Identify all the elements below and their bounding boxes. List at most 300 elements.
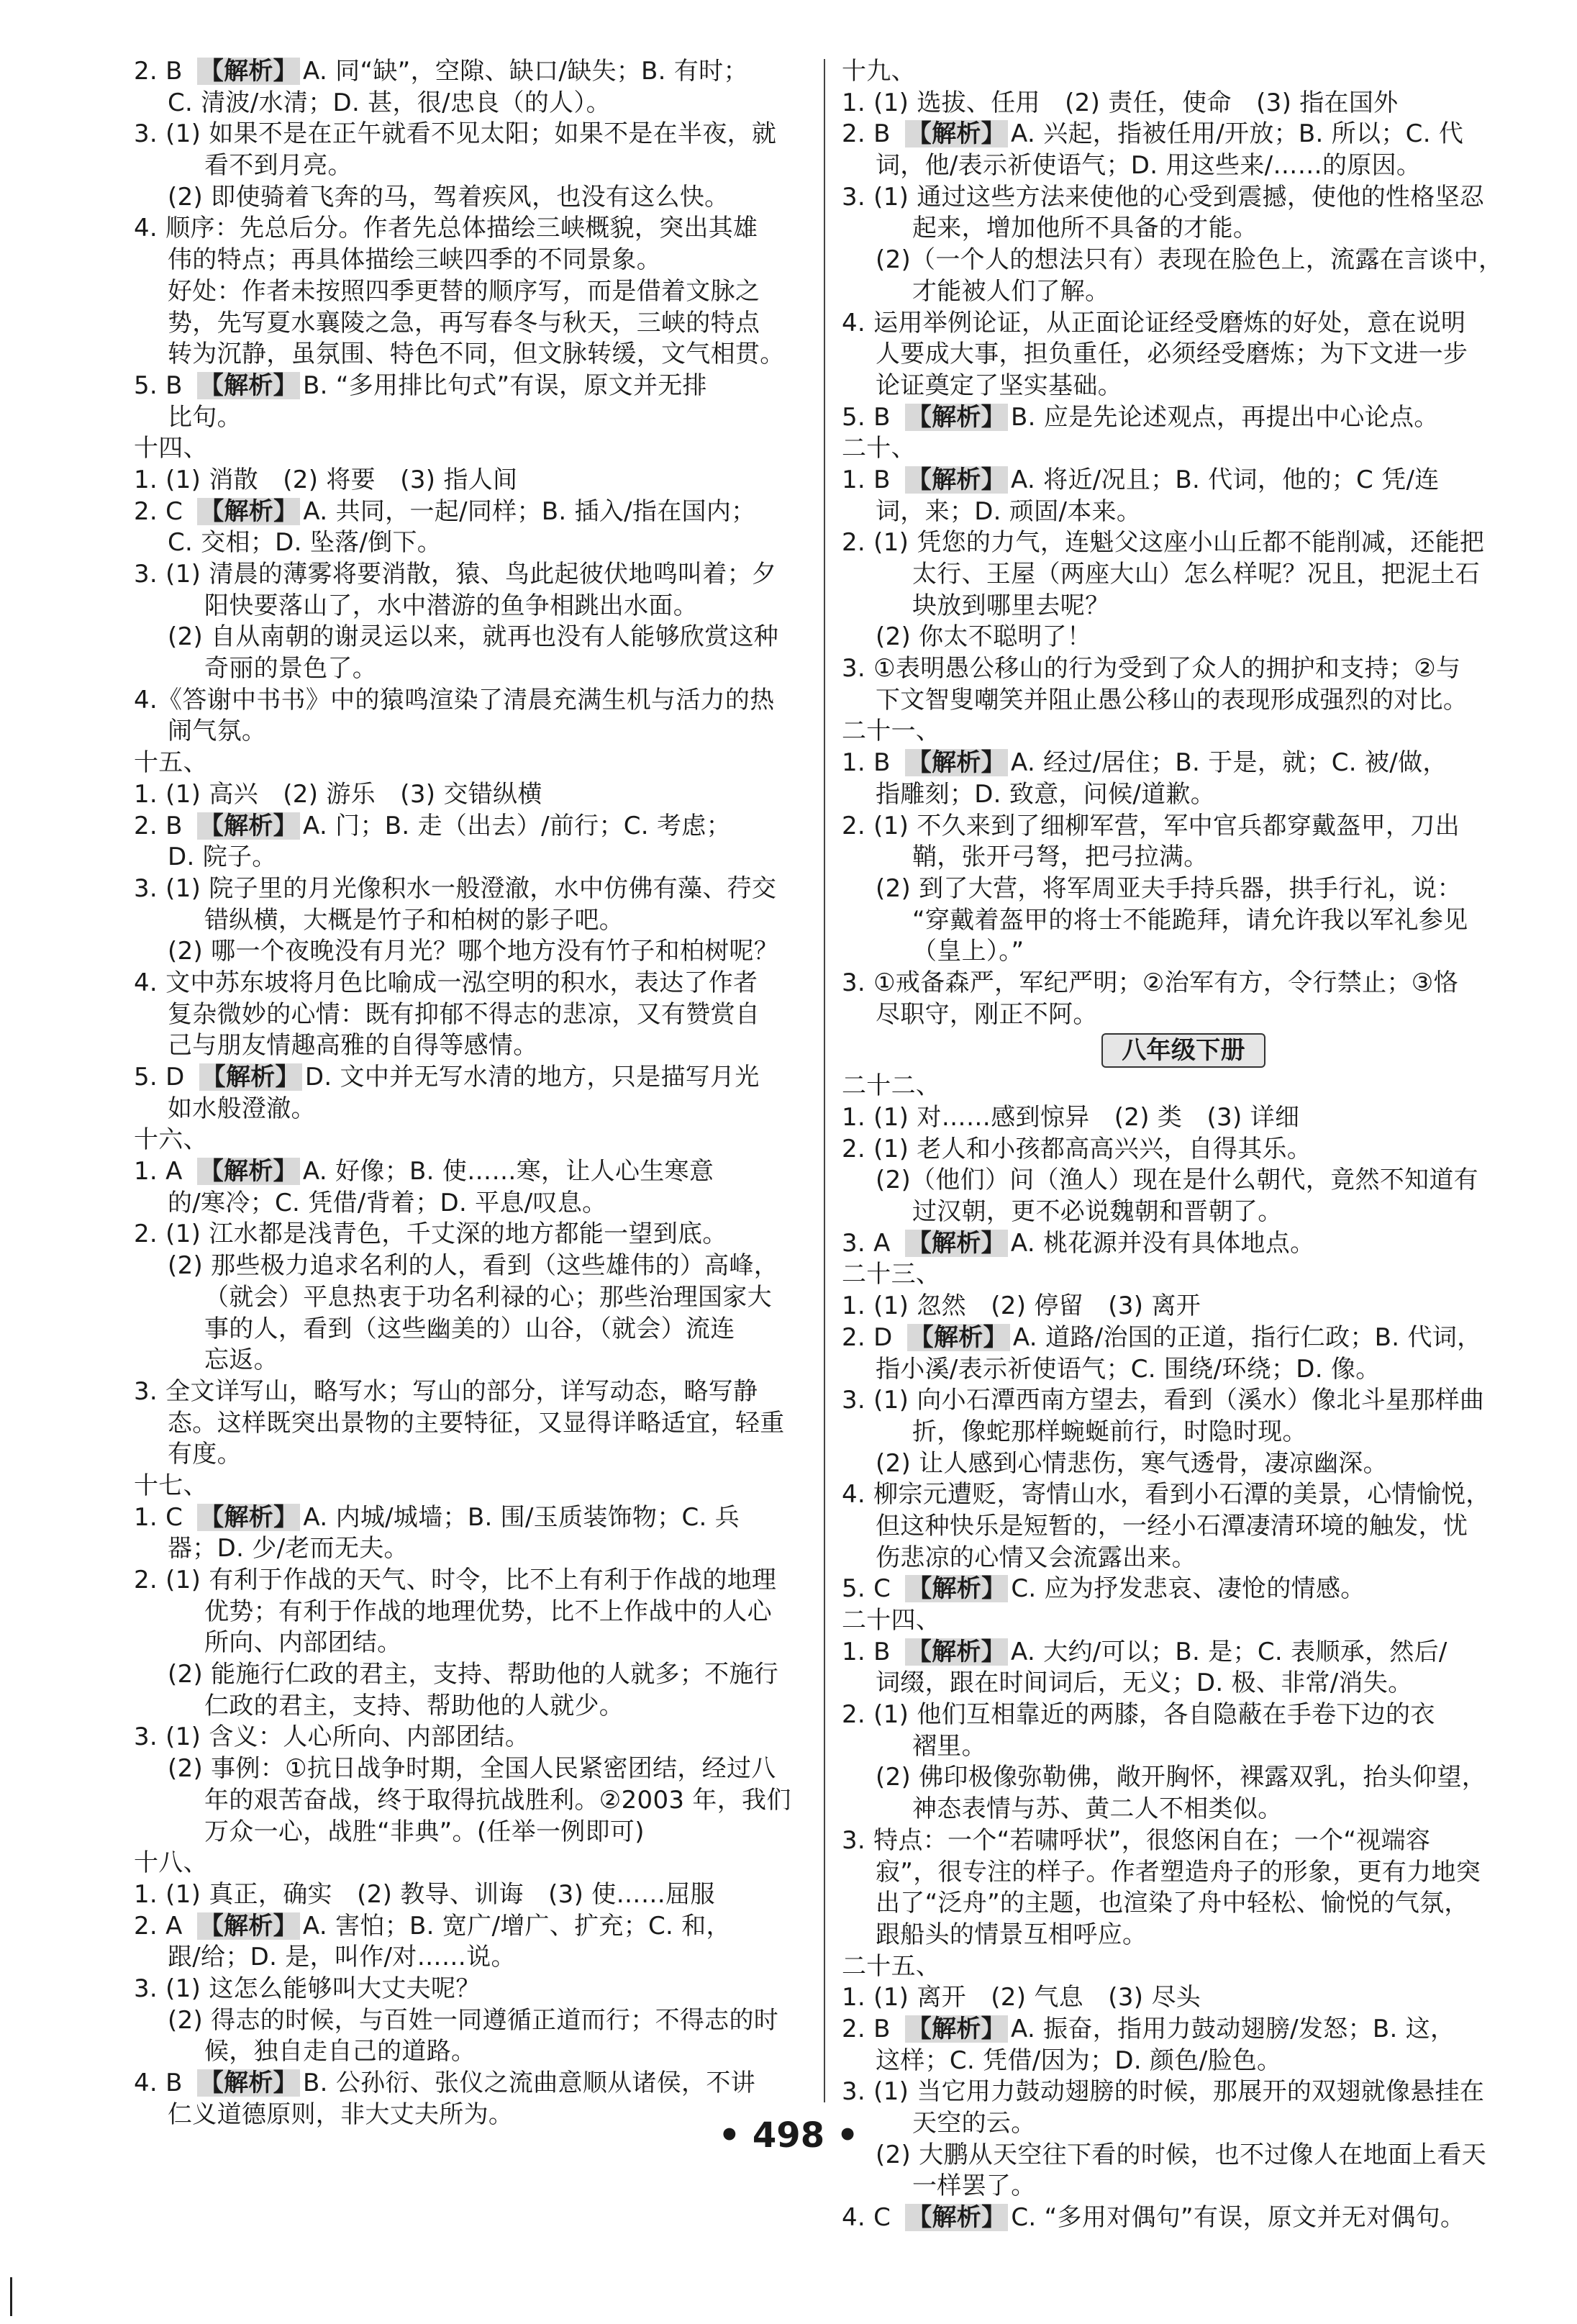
answer-text: 3. ①戒备森严，军纪严明；②治军有方，令行禁止；③恪 — [842, 968, 1458, 997]
answer-line — [134, 591, 816, 622]
answer-text: 二十一、 — [842, 717, 941, 746]
answer-text: 转为沉静，虽氛围、特色不同，但文脉转缓，文气相贯。 — [168, 340, 785, 369]
answer-line — [842, 527, 1525, 559]
answer-text: 词，来；D. 顽固/本来。 — [876, 496, 1142, 526]
answer-line — [134, 2036, 816, 2068]
answer-line — [134, 88, 816, 119]
answer-line — [134, 968, 816, 999]
answer-line — [134, 1691, 816, 1722]
answer-text: 鞘，张开弓弩，把弓拉满。 — [912, 843, 1209, 872]
answer-text: A. 门；B. 走（出去）/前行；C. 考虑； — [302, 811, 731, 840]
answer-line — [134, 1659, 816, 1691]
answer-text: 1. (1) 消散 (2) 将要 (3) 指人间 — [134, 465, 518, 494]
answer-text: 年的艰苦奋战，终于取得抗战胜利。②2003 年，我们 — [204, 1785, 791, 1815]
answer-label: 1. C — [134, 1502, 183, 1532]
answer-text: C. “多用对偶句”有误，原文并无对偶句。 — [1011, 2203, 1465, 2233]
answer-line — [842, 905, 1525, 937]
answer-text: 复杂微妙的心情：既有抑郁不得志的悲凉，又有赞赏自 — [168, 999, 760, 1029]
margin-mark — [10, 2277, 12, 2316]
answer-text: (2) 即使骑着飞奔的马，驾着疾风，也没有这么快。 — [168, 182, 730, 212]
analysis-tag: 【解析】 — [905, 1575, 1008, 1602]
answer-line — [842, 811, 1525, 843]
answer-text: 词缀，跟在时间词后，无义；D. 极、非常/消失。 — [876, 1669, 1413, 1698]
answer-text: A. 经过/居住；B. 于是，就；C. 被/做， — [1010, 748, 1448, 778]
answer-line — [842, 779, 1525, 811]
analysis-tag: 【解析】 — [197, 1504, 300, 1531]
answer-label: 1. B — [842, 1637, 891, 1666]
answer-text: A. 害怕；B. 宽广/增广、扩充；C. 和， — [302, 1911, 731, 1941]
answer-text: 十九、 — [842, 57, 916, 86]
answer-text: 3. (1) 通过这些方法来使他的心受到震撼，使他的性格坚忍 — [842, 182, 1485, 212]
answer-line — [134, 1974, 816, 2005]
answer-label: 1. B — [842, 748, 891, 778]
answer-text: 出了“泛舟”的主题，也渲染了舟中轻松、愉悦的气氛， — [876, 1889, 1469, 1918]
answer-label: 2. B — [842, 119, 891, 149]
answer-line — [134, 213, 816, 245]
page-number: • 498 • — [718, 2115, 859, 2156]
answer-text: 十七、 — [134, 1471, 208, 1500]
answer-text: 事的人，看到（这些幽美的）山谷，（就会）流连 — [204, 1314, 735, 1343]
answer-text: (2) 事例：①抗日战争时期，全国人民紧密团结，经过八 — [168, 1754, 776, 1784]
answer-line — [134, 182, 816, 214]
answer-text: A. 好像；B. 使……寒，让人心生寒意 — [302, 1157, 714, 1186]
answer-line — [134, 1565, 816, 1597]
answer-text: 候，独自走自己的道路。 — [204, 2037, 476, 2066]
answer-text: 伤悲凉的心情又会流露出来。 — [876, 1543, 1196, 1572]
answer-line — [134, 999, 816, 1031]
answer-text: C. 清波/水清；D. 甚，很/忠良（的人）。 — [168, 88, 611, 117]
section-heading — [842, 1605, 1525, 1637]
answer-label: 2. B — [842, 2014, 891, 2043]
answer-text: 1. (1) 真正，确实 (2) 教导、训诲 (3) 使……屈服 — [134, 1879, 715, 1909]
answer-line — [134, 150, 816, 182]
answer-line — [134, 1094, 816, 1125]
answer-line — [134, 1533, 816, 1565]
answer-line — [134, 339, 816, 371]
answer-text: (2) 让人感到心情悲伤，寒气透骨，凄凉幽深。 — [876, 1448, 1388, 1478]
answer-text: 指雕刻；D. 致意，问候/道歉。 — [876, 779, 1216, 809]
answer-line — [134, 1942, 816, 1974]
analysis-tag: 【解析】 — [197, 372, 300, 399]
answer-line — [842, 2171, 1525, 2202]
answer-text: 这样；C. 凭借/因为；D. 颜色/脸色。 — [876, 2046, 1282, 2075]
answer-line — [134, 1439, 816, 1471]
analysis-tag: 【解析】 — [197, 812, 300, 840]
answer-line — [134, 1785, 816, 1817]
answer-line — [134, 1722, 816, 1753]
section-heading — [842, 1259, 1525, 1291]
answer-label: 4. C — [842, 2203, 891, 2233]
answer-label: 2. A — [134, 1911, 183, 1941]
answer-line — [134, 1597, 816, 1628]
answer-line — [134, 1314, 816, 1345]
answer-line — [134, 1030, 816, 1062]
answer-text: “穿戴着盔甲的将士不能跪拜，请允许我以军礼参见 — [912, 905, 1468, 935]
answer-line — [134, 1062, 816, 1094]
answer-line — [134, 905, 816, 937]
answer-line — [842, 1982, 1525, 2014]
answer-text: 1. (1) 选拔、任用 (2) 责任，使命 (3) 指在国外 — [842, 88, 1399, 117]
section-heading — [134, 1125, 816, 1156]
answer-text: 如水般澄澈。 — [168, 1094, 316, 1123]
answer-text: B. 公孙衍、张仪之流曲意顺从诸侯，不讲 — [302, 2069, 755, 2097]
answer-text: D. 文中并无写水清的地方，只是描写月光 — [304, 1063, 760, 1091]
answer-text: 3. ①表明愚公移山的行为受到了众人的拥护和支持；②与 — [842, 654, 1461, 684]
answer-line — [134, 811, 816, 843]
answer-line — [842, 1794, 1525, 1825]
answer-line — [842, 999, 1525, 1031]
analysis-tag: 【解析】 — [905, 466, 1008, 494]
answer-text: 态。这样既突出景物的主要特征，又显得详略适宜，轻重 — [168, 1408, 785, 1438]
answer-text: 1. (1) 对……感到惊异 (2) 类 (3) 详细 — [842, 1103, 1300, 1132]
answer-line — [134, 496, 816, 528]
analysis-tag: 【解析】 — [197, 498, 300, 525]
answer-text: A. 桃花源并没有具体地点。 — [1010, 1228, 1315, 1258]
answer-text: 词，他/表示祈使语气；D. 用这些来/……的原因。 — [876, 151, 1422, 181]
answer-text: 1. (1) 忽然 (2) 停留 (3) 离开 — [842, 1292, 1201, 1321]
answer-text: 折，像蛇那样蜿蜒前行，时隐时现。 — [912, 1417, 1307, 1446]
answer-text: 褶里。 — [912, 1731, 986, 1761]
answer-line — [134, 936, 816, 968]
section-heading — [842, 716, 1525, 748]
answer-text: A. 大约/可以；B. 是；C. 表顺承，然后/ — [1010, 1637, 1448, 1666]
answer-line — [134, 1879, 816, 1911]
answer-line — [134, 276, 816, 308]
answer-line — [134, 779, 816, 811]
answer-text: 4. 文中苏东坡将月色比喻成一泓空明的积水，表达了作者 — [134, 968, 758, 997]
section-heading — [134, 1471, 816, 1502]
answer-line — [842, 1228, 1525, 1260]
answer-text: (2) 到了大营，将军周亚夫手持兵器，拱手行礼，说： — [876, 873, 1462, 903]
answer-text: 跟船头的情景互相呼应。 — [876, 1920, 1147, 1949]
answer-text: 二十四、 — [842, 1606, 941, 1635]
analysis-tag: 【解析】 — [905, 1638, 1008, 1666]
answer-line — [842, 496, 1525, 528]
answer-line — [842, 2076, 1525, 2108]
answer-text: 尽职守，刚正不阿。 — [876, 999, 1098, 1029]
analysis-tag: 【解析】 — [905, 404, 1008, 431]
section-heading — [842, 56, 1525, 88]
answer-line — [842, 653, 1525, 685]
answer-line — [842, 2014, 1525, 2046]
answer-line — [134, 1817, 816, 1848]
column-divider — [824, 59, 825, 2102]
answer-text: (2) 你太不聪明了！ — [876, 622, 1092, 652]
answer-text: 3. (1) 院子里的月光像积水一般澄澈，水中仿佛有藻、荇交 — [134, 873, 777, 903]
answer-line — [134, 685, 816, 717]
answer-line — [134, 245, 816, 276]
answer-line — [842, 842, 1525, 873]
answer-line — [842, 1354, 1525, 1386]
answer-text: 寂”，很专注的样子。作者塑造舟子的形象，更有力地突 — [876, 1857, 1481, 1887]
answer-text: （皇上）。” — [912, 937, 1024, 966]
answer-line — [842, 339, 1525, 371]
answer-text: (2) 能施行仁政的君主，支持、帮助他的人就多；不施行 — [168, 1660, 779, 1689]
answer-label: 5. B — [134, 371, 183, 400]
answer-text: 4.《答谢中书书》中的猿鸣渲染了清晨充满生机与活力的热 — [134, 685, 775, 714]
answer-line — [134, 873, 816, 905]
answer-line — [842, 119, 1525, 150]
answer-text: 3. 特点：一个“若啸呼状”，很悠闲自在；一个“视端容 — [842, 1825, 1431, 1855]
answer-line — [134, 371, 816, 402]
answer-text: 块放到哪里去呢？ — [912, 591, 1110, 620]
answer-text: (2) 那些极力追求名利的人，看到（这些雄伟的）高峰， — [168, 1251, 779, 1281]
answer-text: A. 兴起，指被任用/开放；B. 所以；C. 代 — [1010, 119, 1464, 149]
answer-text: 3. 全文详写山，略写水；写山的部分，详写动态，略写静 — [134, 1376, 758, 1406]
answer-text: 有度。 — [168, 1440, 242, 1469]
answer-text: 4. 顺序：先总后分。作者先总体描绘三峡概貌，突出其雄 — [134, 214, 758, 243]
answer-text: 3. (1) 当它用力鼓动翅膀的时候，那展开的双翅就像悬挂在 — [842, 2077, 1485, 2107]
answer-text: 2. (1) 他们互相靠近的两膝，各自隐蔽在手卷下边的衣 — [842, 1700, 1435, 1730]
analysis-tag: 【解析】 — [905, 120, 1008, 147]
answer-line — [842, 1165, 1525, 1197]
answer-text: 势，先写夏水襄陵之急，再写春冬与秋天，三峡的特点 — [168, 308, 760, 337]
answer-text: 万众一心，战胜“非典”。(任举一例即可) — [204, 1817, 645, 1846]
answer-line — [842, 1197, 1525, 1228]
answer-text: 闹气氛。 — [168, 717, 267, 746]
answer-line — [842, 1699, 1525, 1731]
answer-text: 4. 柳宗元遭贬，寄情山水，看到小石潭的美景，心情愉悦， — [842, 1480, 1491, 1510]
answer-line — [134, 1911, 816, 1943]
answer-text: 才能被人们了解。 — [912, 276, 1110, 306]
answer-text: 十四、 — [134, 434, 208, 463]
answer-text: 比句。 — [168, 402, 242, 432]
answer-line — [842, 1448, 1525, 1480]
answer-line — [842, 465, 1525, 496]
section-heading — [134, 1848, 816, 1879]
analysis-tag: 【解析】 — [905, 749, 1008, 776]
answer-text: 十八、 — [134, 1848, 208, 1878]
answer-text: 人要成大事，担负重任，必须经受磨炼；为下文进一步 — [876, 340, 1468, 369]
answer-text: 忘返。 — [204, 1345, 278, 1375]
answer-text: 己与朋友情趣高雅的自得等感情。 — [168, 1031, 538, 1061]
answer-text: 2. (1) 有利于作战的天气、时令，比不上有利于作战的地理 — [134, 1566, 777, 1594]
answer-text: 神态表情与苏、黄二人不相类似。 — [912, 1794, 1283, 1824]
answer-line — [842, 1637, 1525, 1669]
answer-text: A. 同“缺”，空隙、缺口/缺失；B. 有时； — [302, 57, 748, 86]
answer-text: 一样罢了。 — [912, 2171, 1036, 2201]
answer-line — [842, 182, 1525, 214]
answer-text: (2) 大鹏从天空往下看的时候，也不过像人在地面上看天 — [876, 2140, 1487, 2169]
answer-text: 2. (1) 老人和小孩都高高兴兴，自得其乐。 — [842, 1134, 1312, 1163]
answer-label: 2. B — [134, 57, 183, 86]
answer-line — [842, 1291, 1525, 1322]
answer-line — [842, 622, 1525, 653]
left-column — [134, 56, 816, 2130]
answer-line — [134, 465, 816, 496]
answer-text: 阳快要落山了，水中潜游的鱼争相跳出水面。 — [204, 591, 698, 620]
analysis-tag: 【解析】 — [199, 1063, 302, 1091]
answer-line — [134, 1502, 816, 1534]
answer-text: 3. (1) 这怎么能够叫大丈夫呢？ — [134, 1974, 481, 2003]
answer-text: 的/寒冷；C. 凭借/背着；D. 平息/叹息。 — [168, 1188, 607, 1217]
section-heading — [134, 433, 816, 465]
answer-line — [842, 1322, 1525, 1354]
answer-line — [842, 591, 1525, 622]
answer-text: D. 院子。 — [168, 843, 277, 872]
answer-label: 1. B — [842, 465, 891, 494]
answer-text: 二十、 — [842, 434, 916, 463]
answer-line — [842, 276, 1525, 308]
answer-line — [134, 1250, 816, 1282]
answer-line — [842, 2046, 1525, 2077]
answer-text: 1. (1) 高兴 (2) 游乐 (3) 交错纵横 — [134, 779, 542, 809]
answer-text: 天空的云。 — [912, 2109, 1036, 2138]
answer-text: 伟的特点；再具体描绘三峡四季的不同景象。 — [168, 245, 661, 275]
answer-line — [134, 1408, 816, 1440]
answer-label: 2. D — [842, 1322, 893, 1352]
answer-line — [842, 1857, 1525, 1889]
answer-text: B. 应是先论述观点，再提出中心论点。 — [1010, 402, 1439, 432]
answer-line — [134, 308, 816, 340]
answer-line — [842, 88, 1525, 119]
answer-line — [842, 936, 1525, 968]
answer-text: 2. (1) 不久来到了细柳军营，军中官兵都穿戴盔甲，刀出 — [842, 811, 1460, 840]
answer-text: 十五、 — [134, 748, 208, 778]
answer-line — [842, 1825, 1525, 1857]
answer-line — [842, 968, 1525, 999]
answer-text: 器；D. 少/老而无夫。 — [168, 1534, 409, 1563]
answer-text: (2) 佛印极像弥勒佛，敞开胸怀，裸露双乳，抬头仰望， — [876, 1763, 1487, 1792]
answer-line — [842, 1385, 1525, 1417]
answer-text: 论证奠定了坚实基础。 — [876, 371, 1122, 400]
answer-text: 1. (1) 离开 (2) 气息 (3) 尽头 — [842, 1983, 1201, 2012]
analysis-tag: 【解析】 — [197, 58, 300, 85]
answer-label: 2. C — [134, 496, 183, 526]
answer-line — [842, 2202, 1525, 2234]
section-banner — [842, 1030, 1525, 1071]
answer-text: C. 交相；D. 坠落/倒下。 — [168, 528, 442, 558]
answer-text: 3. (1) 含义：人心所向、内部团结。 — [134, 1722, 530, 1752]
section-heading — [842, 1071, 1525, 1102]
analysis-tag: 【解析】 — [197, 1912, 300, 1940]
answer-line — [842, 402, 1525, 434]
answer-line — [842, 559, 1525, 591]
answer-line — [842, 1888, 1525, 1920]
answer-label: 2. B — [134, 811, 183, 840]
answer-text: A. 道路/治国的正道，指行仁政；B. 代词， — [1012, 1322, 1482, 1352]
section-heading — [842, 1951, 1525, 1983]
answer-text: A. 振奋，指用力鼓动翅膀/发怒；B. 这， — [1010, 2014, 1455, 2043]
answer-text: 3. (1) 向小石潭西南方望去，看到（溪水）像北斗星那样曲 — [842, 1386, 1485, 1415]
answer-line — [134, 1376, 816, 1408]
answer-text: (2) 得志的时候，与百姓一同遵循正道而行；不得志的时 — [168, 2005, 779, 2035]
answer-text: 错纵横，大概是竹子和柏树的影子吧。 — [204, 905, 624, 935]
answer-line — [134, 1753, 816, 1785]
answer-text: 2. (1) 江水都是浅青色，千丈深的地方都能一望到底。 — [134, 1220, 727, 1249]
answer-line — [134, 2068, 816, 2100]
answer-line — [134, 653, 816, 685]
answer-label: 3. A — [842, 1228, 891, 1258]
answer-text: 4. 运用举例论证，从正面论证经受磨炼的好处，意在说明 — [842, 308, 1466, 337]
answer-text: 好处：作者未按照四季更替的顺序写，而是借着文脉之 — [168, 276, 760, 306]
answer-line — [842, 213, 1525, 245]
answer-text: 但这种快乐是短暂的，一经小石潭凄清环境的触发，忧 — [876, 1511, 1468, 1540]
answer-label: 5. D — [134, 1063, 185, 1091]
answer-line — [842, 685, 1525, 717]
analysis-tag: 【解析】 — [197, 1158, 300, 1185]
analysis-tag: 【解析】 — [905, 2015, 1008, 2043]
answer-label: 4. B — [134, 2069, 183, 2097]
analysis-tag: 【解析】 — [905, 2204, 1008, 2231]
answer-text: B. “多用排比句式”有误，原文并无排 — [302, 371, 707, 400]
answer-text: 奇丽的景色了。 — [204, 654, 378, 684]
answer-line — [134, 2005, 816, 2037]
answer-line — [842, 748, 1525, 779]
answer-line — [134, 1628, 816, 1659]
analysis-tag: 【解析】 — [905, 1230, 1008, 1257]
answer-text: 2. (1) 凭您的力气，连魁父这座小山丘都不能削减，还能把 — [842, 528, 1485, 558]
answer-text: 过汉朝，更不必说魏朝和晋朝了。 — [912, 1197, 1283, 1227]
answer-line — [134, 1219, 816, 1250]
answer-line — [842, 1511, 1525, 1543]
answer-line — [134, 716, 816, 748]
answer-text: 太行、王屋（两座大山）怎么样呢？况且，把泥土石 — [912, 560, 1480, 589]
answer-line — [842, 1762, 1525, 1794]
answer-line — [842, 150, 1525, 182]
answer-line — [134, 559, 816, 591]
answer-text: (2) 自从南朝的谢灵运以来，就再也没有人能够欣赏这种 — [168, 622, 779, 652]
answer-text: (2) 哪一个夜晚没有月光？哪个地方没有竹子和柏树呢？ — [168, 937, 779, 966]
answer-line — [134, 56, 816, 88]
answer-line — [134, 402, 816, 434]
answer-text: 下文智叟嘲笑并阻止愚公移山的表现形成强烈的对比。 — [876, 685, 1468, 714]
answer-text: C. 应为抒发悲哀、凄怆的情感。 — [1011, 1574, 1365, 1604]
answer-line — [134, 1282, 816, 1314]
answer-line — [134, 1188, 816, 1220]
answer-line — [842, 1479, 1525, 1511]
answer-text: （就会）平息热衷于功名利禄的心；那些治理国家大 — [204, 1282, 772, 1312]
section-heading — [134, 748, 816, 779]
answer-label: 1. A — [134, 1157, 183, 1186]
answer-label: 5. C — [842, 1574, 891, 1604]
answer-text: A. 将近/况且；B. 代词，他的；C 凭/连 — [1010, 465, 1440, 494]
answer-line — [842, 1731, 1525, 1763]
answer-line — [842, 308, 1525, 340]
answer-text: A. 内城/城墙；B. 围/玉质装饰物；C. 兵 — [303, 1502, 740, 1532]
answer-line — [134, 527, 816, 559]
answer-text: 所向、内部团结。 — [204, 1628, 402, 1658]
answer-text: 二十三、 — [842, 1260, 941, 1289]
answer-line — [842, 873, 1525, 905]
answer-line — [134, 1156, 816, 1188]
answer-text: 二十五、 — [842, 1951, 941, 1981]
answer-text: 二十二、 — [842, 1071, 941, 1101]
answer-line — [842, 1134, 1525, 1166]
answer-text: 跟/给；D. 是，叫作/对……说。 — [168, 1943, 516, 1972]
answer-text: (2)（一个人的想法只有）表现在脸色上，流露在言谈中， — [876, 245, 1504, 275]
answer-line — [134, 842, 816, 873]
answer-text: 仁义道德原则，非大丈夫所为。 — [168, 2100, 514, 2129]
answer-text: 仁政的君主，支持、帮助他的人就少。 — [204, 1691, 624, 1720]
section-banner-label: 八年级下册 — [1101, 1033, 1265, 1068]
answer-line — [842, 1574, 1525, 1605]
answer-line — [842, 1543, 1525, 1574]
answer-line — [134, 1345, 816, 1376]
answer-text: 3. (1) 清晨的薄雾将要消散，猿、鸟此起彼伏地鸣叫着；夕 — [134, 560, 777, 589]
section-heading — [842, 433, 1525, 465]
answer-line — [842, 1920, 1525, 1951]
answer-text: A. 共同，一起/同样；B. 插入/指在国内； — [303, 496, 756, 526]
answer-line — [842, 245, 1525, 276]
analysis-tag: 【解析】 — [197, 2069, 300, 2097]
answer-line — [842, 371, 1525, 402]
answer-line — [842, 1102, 1525, 1134]
answer-text: 十六、 — [134, 1125, 208, 1155]
answer-line — [842, 1668, 1525, 1699]
answer-text: 优势；有利于作战的地理优势，比不上作战中的人心 — [204, 1597, 772, 1626]
answer-text: 起来，增加他所不具备的才能。 — [912, 214, 1258, 243]
